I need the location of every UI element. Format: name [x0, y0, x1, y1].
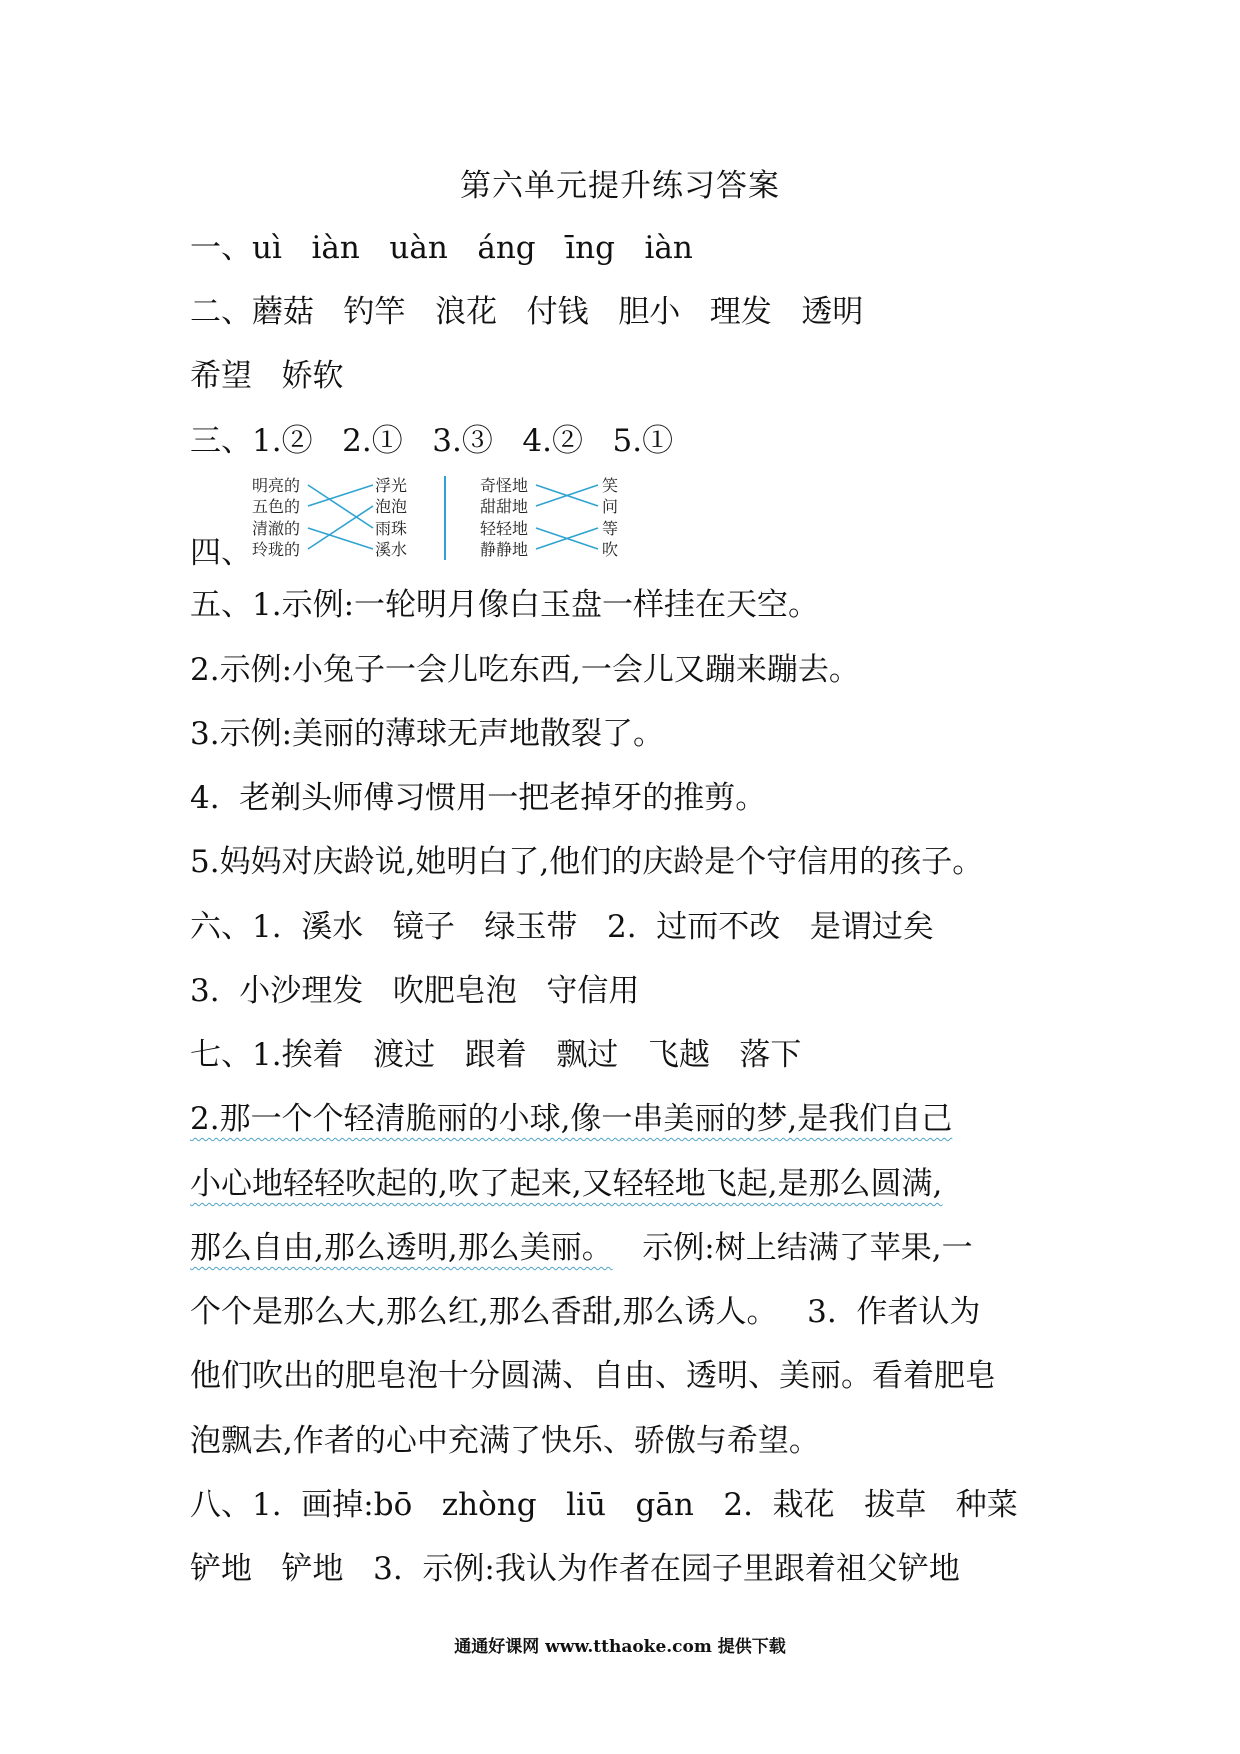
group1-match-line: [308, 506, 373, 549]
group1-match-line: [308, 528, 373, 549]
group1-left-word: 玲珑的: [252, 540, 301, 559]
answer-section-5-line-5: 5.妈妈对庆龄说,她明白了,他们的庆龄是个守信用的孩子。: [190, 844, 984, 880]
answer-section-5-line-2: 2.示例:小兔子一会儿吃东西,一会儿又蹦来蹦去。: [190, 652, 860, 688]
group1-right-word: 雨珠: [375, 519, 408, 538]
group1-right-word: 浮光: [375, 476, 408, 495]
answer-section-7-line-1: 七、1.挨着 渡过 跟着 飘过 飞越 落下: [190, 1037, 802, 1073]
answer-section-5-line-1: 五、1.示例:一轮明月像白玉盘一样挂在天空。: [190, 587, 820, 623]
group1-match-line: [308, 485, 373, 528]
group1-right-word: 溪水: [375, 540, 408, 559]
group2-right-word: 吹: [602, 540, 619, 559]
group2-right-word: 等: [602, 519, 619, 538]
answer-section-8-line-2: 铲地 铲地 3. 示例:我认为作者在园子里跟着祖父铲地: [190, 1551, 960, 1587]
answer-section-7-line-5: 个个是那么大,那么红,那么香甜,那么诱人。 3. 作者认为: [190, 1294, 981, 1330]
answer-text: 示例:树上结满了苹果,一: [612, 1230, 973, 1266]
answer-section-4-label: 四、: [190, 535, 252, 571]
answer-section-5-line-4: 4. 老剃头师傅习惯用一把老掉牙的推剪。: [190, 780, 767, 816]
answer-section-2-line-2: 希望 娇软: [190, 358, 344, 394]
answer-section-6-line-1: 六、1. 溪水 镜子 绿玉带 2. 过而不改 是谓过矣: [190, 909, 934, 945]
answer-section-7-line-6: 他们吹出的肥皂泡十分圆满、自由、透明、美丽。看着肥皂: [190, 1358, 996, 1394]
answer-section-7-line-4: [190, 1228, 973, 1268]
page-title: 第六单元提升练习答案: [460, 168, 780, 204]
answer-section-8-line-1: 八、1. 画掉:bō zhòng liū gān 2. 栽花 拔草 种菜: [190, 1487, 1018, 1523]
matching-lines-svg: [252, 472, 632, 572]
group2-left-word: 轻轻地: [480, 519, 529, 538]
answer-section-7-line-3: 小心地轻轻吹起的,吹了起来,又轻轻地飞起,是那么圆满,: [190, 1166, 943, 1202]
answer-section-7-line-2: 2.那一个个轻清脆丽的小球,像一串美丽的梦,是我们自己: [190, 1101, 953, 1137]
group1-left-word: 五色的: [252, 497, 301, 516]
answer-section-1: 一、uì iàn uàn áng īng iàn: [190, 230, 693, 266]
group2-right-word: 问: [602, 497, 619, 516]
matching-group-1: [252, 476, 407, 559]
group2-left-word: 甜甜地: [480, 497, 529, 516]
answer-section-2-line-1: 二、蘑菇 钓竿 浪花 付钱 胆小 理发 透明: [190, 294, 864, 330]
group2-left-word: 奇怪地: [480, 476, 529, 495]
matching-group-2: [480, 476, 618, 559]
group2-left-word: 静静地: [480, 540, 529, 559]
answer-section-5-line-3: 3.示例:美丽的薄球无声地散裂了。: [190, 716, 665, 752]
footer-source: 通通好课网 www.tthaoke.com 提供下载: [454, 1637, 786, 1657]
group1-left-word: 明亮的: [252, 476, 301, 495]
group1-left-word: 清澈的: [252, 519, 301, 538]
answer-section-3: 三、1.② 2.① 3.③ 4.② 5.①: [190, 423, 674, 459]
answer-section-7-line-7: 泡飘去,作者的心中充满了快乐、骄傲与希望。: [190, 1423, 820, 1459]
group2-right-word: 笑: [602, 476, 619, 495]
group1-match-line: [308, 485, 373, 506]
group1-right-word: 泡泡: [375, 497, 408, 516]
word-matching-figure: [252, 472, 632, 572]
answer-section-6-line-2: 3. 小沙理发 吹肥皂泡 守信用: [190, 973, 640, 1009]
underlined-phrase: 那么自由,那么透明,那么美丽。: [190, 1230, 613, 1266]
